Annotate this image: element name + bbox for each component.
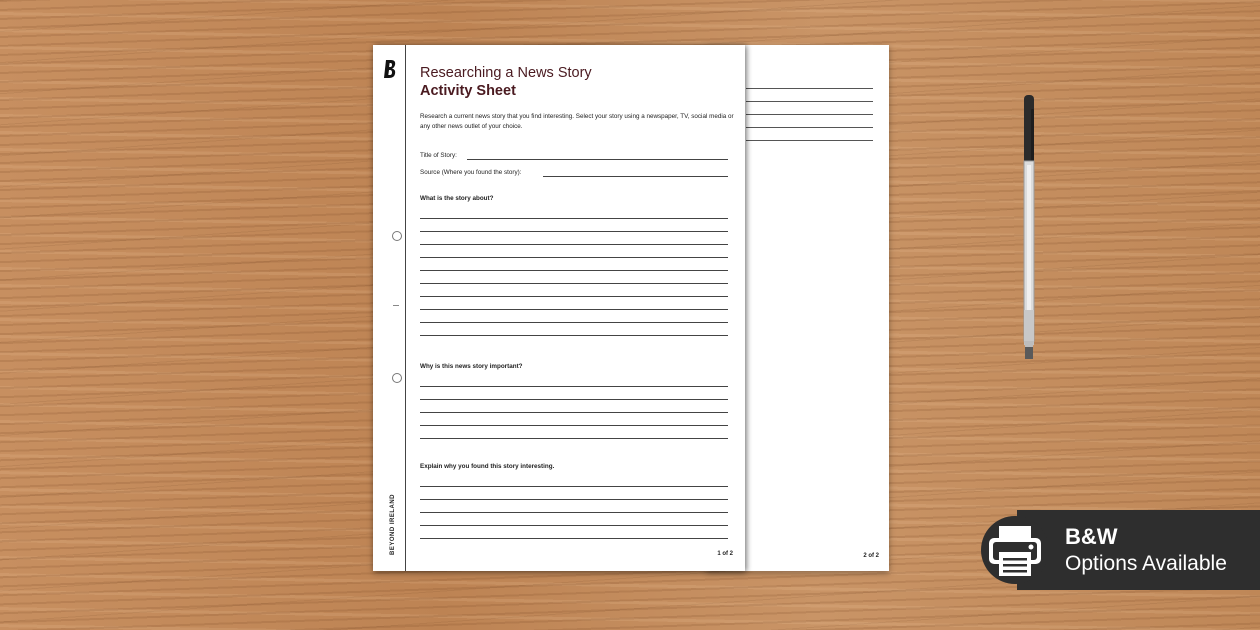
worksheet-title: Researching a News Story bbox=[420, 65, 592, 81]
writing-line bbox=[420, 525, 728, 526]
writing-line bbox=[420, 309, 728, 310]
writing-line bbox=[420, 512, 728, 513]
writing-line bbox=[746, 101, 873, 102]
badge-subtitle: Options Available bbox=[1065, 552, 1227, 575]
side-brand-text: BEYOND IRELAND bbox=[390, 493, 396, 555]
question-why-important: Why is this news story important? bbox=[420, 363, 523, 370]
writing-line bbox=[420, 296, 728, 297]
writing-line bbox=[420, 399, 728, 400]
writing-line bbox=[420, 322, 728, 323]
punch-hole bbox=[392, 231, 402, 241]
title-of-story-label: Title of Story: bbox=[420, 152, 457, 159]
writing-line bbox=[420, 231, 728, 232]
worksheet-subtitle: Activity Sheet bbox=[420, 83, 516, 99]
source-line bbox=[543, 176, 728, 177]
writing-line bbox=[420, 438, 728, 439]
margin-line bbox=[405, 45, 406, 571]
source-label: Source (Where you found the story): bbox=[420, 169, 522, 176]
writing-line bbox=[420, 386, 728, 387]
writing-line bbox=[420, 335, 728, 336]
page-2-number: 2 of 2 bbox=[863, 553, 879, 559]
writing-line bbox=[420, 244, 728, 245]
writing-line bbox=[420, 270, 728, 271]
writing-line bbox=[420, 412, 728, 413]
intro-text: Research a current news story that you find interesting. Select your story using a newspaper, TV, social media or any other news outlet of your choice. bbox=[420, 113, 734, 130]
writing-line bbox=[420, 257, 728, 258]
question-why-interesting: Explain why you found this story interesting. bbox=[420, 463, 555, 470]
writing-line bbox=[746, 127, 873, 128]
writing-line bbox=[420, 538, 728, 539]
punch-hole bbox=[392, 373, 402, 383]
badge-title: B&W bbox=[1065, 524, 1118, 549]
fold-mark bbox=[393, 305, 399, 306]
writing-line bbox=[420, 218, 728, 219]
pen-icon bbox=[1019, 95, 1039, 365]
writing-line bbox=[746, 88, 873, 89]
beyond-logo-icon bbox=[383, 59, 398, 79]
title-of-story-line bbox=[467, 159, 728, 160]
writing-line bbox=[420, 499, 728, 500]
worksheet-page-1 bbox=[373, 45, 745, 571]
writing-line bbox=[746, 114, 873, 115]
printer-icon bbox=[979, 514, 1051, 586]
writing-line bbox=[420, 486, 728, 487]
page-1-number: 1 of 2 bbox=[717, 551, 733, 557]
bw-options-badge bbox=[1017, 510, 1260, 590]
writing-line bbox=[420, 425, 728, 426]
question-story-about: What is the story about? bbox=[420, 195, 494, 202]
writing-line bbox=[746, 140, 873, 141]
writing-line bbox=[420, 283, 728, 284]
